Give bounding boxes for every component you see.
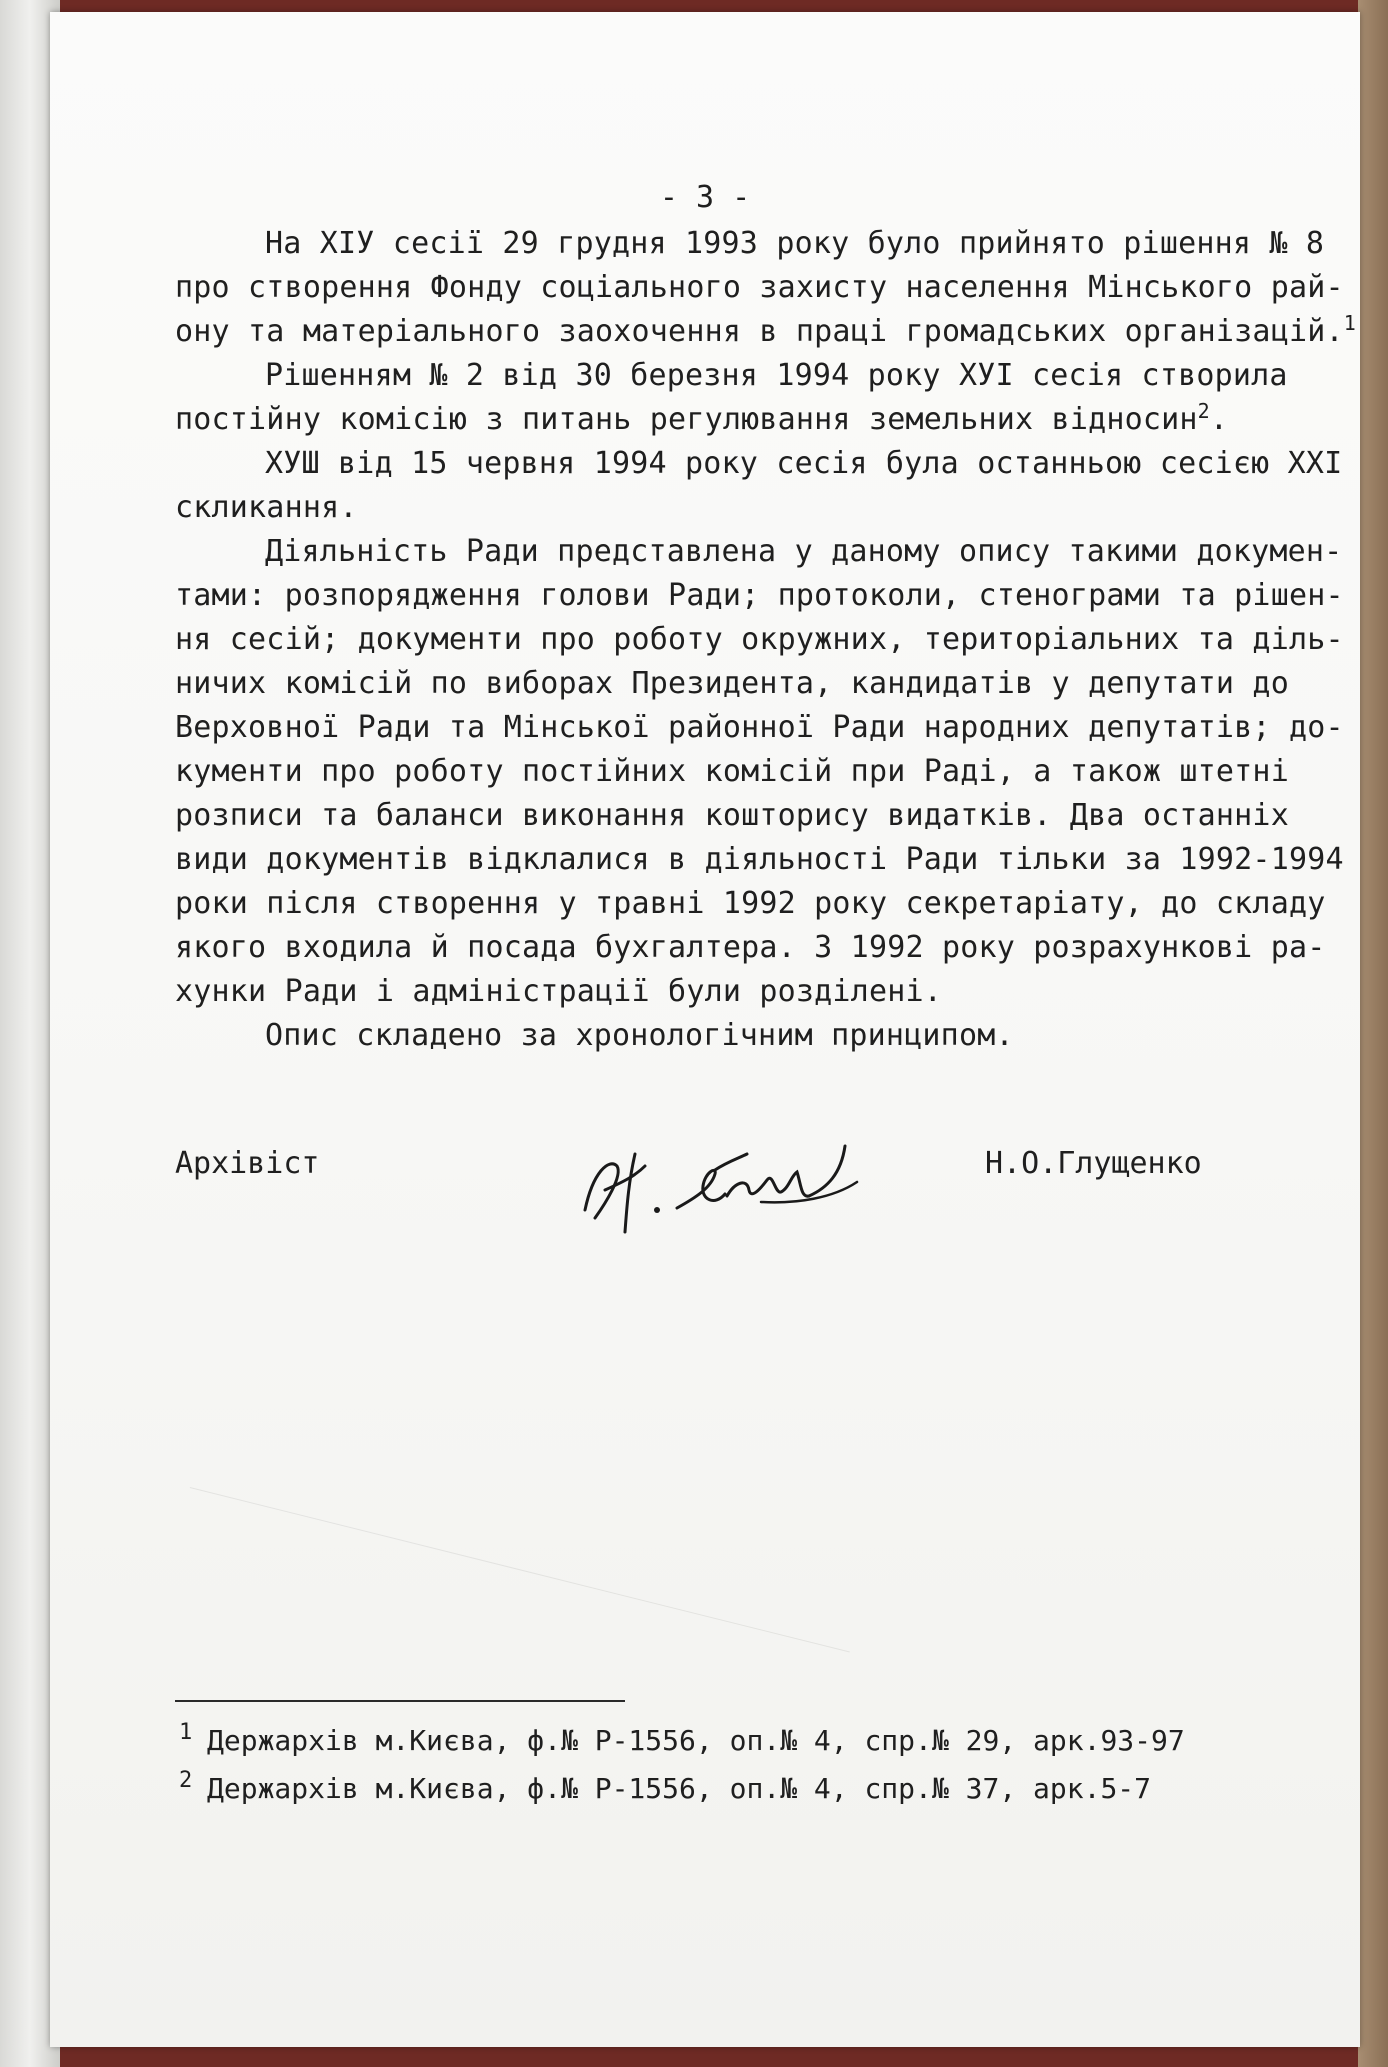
paper-crease bbox=[190, 1487, 850, 1652]
signature-block bbox=[175, 1132, 1305, 1252]
paragraph-line: Рішенням № 2 від 30 березня 1994 року ХУІ сесія створила bbox=[265, 358, 1288, 393]
paragraph-line: ХУШ від 15 червня 1994 року сесія була останньою сесією ХХІ bbox=[265, 446, 1343, 481]
footnote-reference: 2 bbox=[1197, 399, 1210, 423]
paragraph-line: скликання. bbox=[175, 490, 358, 525]
paragraph-line: Опис складено за хронологічним принципом. bbox=[265, 1018, 1014, 1053]
paragraph-line: ня сесій; документи про роботу окружних, територіальних та діль- bbox=[175, 622, 1344, 657]
document-page bbox=[50, 12, 1360, 2047]
footnote bbox=[175, 1765, 1325, 1813]
line-text: ону та матеріального заохочення в праці громадських організацій. bbox=[175, 314, 1344, 349]
footnote bbox=[175, 1717, 1325, 1765]
page-number: - 3 - bbox=[659, 180, 751, 215]
paragraph-line: Діяльність Ради представлена у даному опису такими докумен- bbox=[265, 534, 1343, 569]
paragraph-line: На ХІУ сесії 29 грудня 1993 року було прийнято рішення № 8 bbox=[265, 226, 1325, 261]
signer-role: Архівіст bbox=[175, 1146, 320, 1181]
paragraph-line: про створення Фонду соціального захисту населення Мінського рай- bbox=[175, 270, 1344, 305]
paragraph-line: розписи та баланси виконання кошторису видатків. Два останніх bbox=[175, 798, 1289, 833]
paragraph-line: роки після створення у травні 1992 року секретаріату, до складу bbox=[175, 886, 1326, 921]
body-text bbox=[175, 222, 1356, 1058]
paragraph-line bbox=[175, 398, 1345, 442]
footnotes bbox=[175, 1717, 1325, 1813]
line-tail: . bbox=[1209, 402, 1229, 437]
footnote-number: 2 bbox=[179, 1768, 193, 1793]
paragraph-line: якого входила й посада бухгалтера. З 1992 року розрахункові ра- bbox=[175, 930, 1326, 965]
paragraph-line: Верховної Ради та Мінської районної Ради народних депутатів; до- bbox=[175, 710, 1344, 745]
paragraph-line bbox=[175, 310, 1356, 354]
footnote-number: 1 bbox=[179, 1720, 193, 1745]
binder-right-edge bbox=[1358, 0, 1388, 2067]
footnote-reference: 1 bbox=[1343, 311, 1356, 335]
line-text: постійну комісію з питань регулювання земельних відносин bbox=[175, 402, 1198, 437]
paragraph-line: ничих комісій по виборах Президента, кандидатів у депутати до bbox=[175, 666, 1289, 701]
paragraph-line: хунки Ради і адміністрації були розділені. bbox=[175, 974, 942, 1009]
paragraph-line: види документів відклалися в діяльності Ради тільки за 1992-1994 bbox=[175, 842, 1344, 877]
footnote-text: Держархів м.Києва, ф.№ Р-1556, оп.№ 4, спр.№ 37, арк.5-7 bbox=[207, 1772, 1152, 1805]
footnote-text: Держархів м.Києва, ф.№ Р-1556, оп.№ 4, спр.№ 29, арк.93-97 bbox=[207, 1724, 1185, 1757]
signer-name: Н.О.Глущенко bbox=[985, 1146, 1202, 1181]
paragraph-line: тами: розпорядження голови Ради; протоколи, стенограми та рішен- bbox=[175, 578, 1344, 613]
handwritten-signature bbox=[565, 1132, 885, 1242]
footnote-divider bbox=[175, 1700, 625, 1702]
paragraph-line: кументи про роботу постійних комісій при Раді, а також штетні bbox=[175, 754, 1289, 789]
